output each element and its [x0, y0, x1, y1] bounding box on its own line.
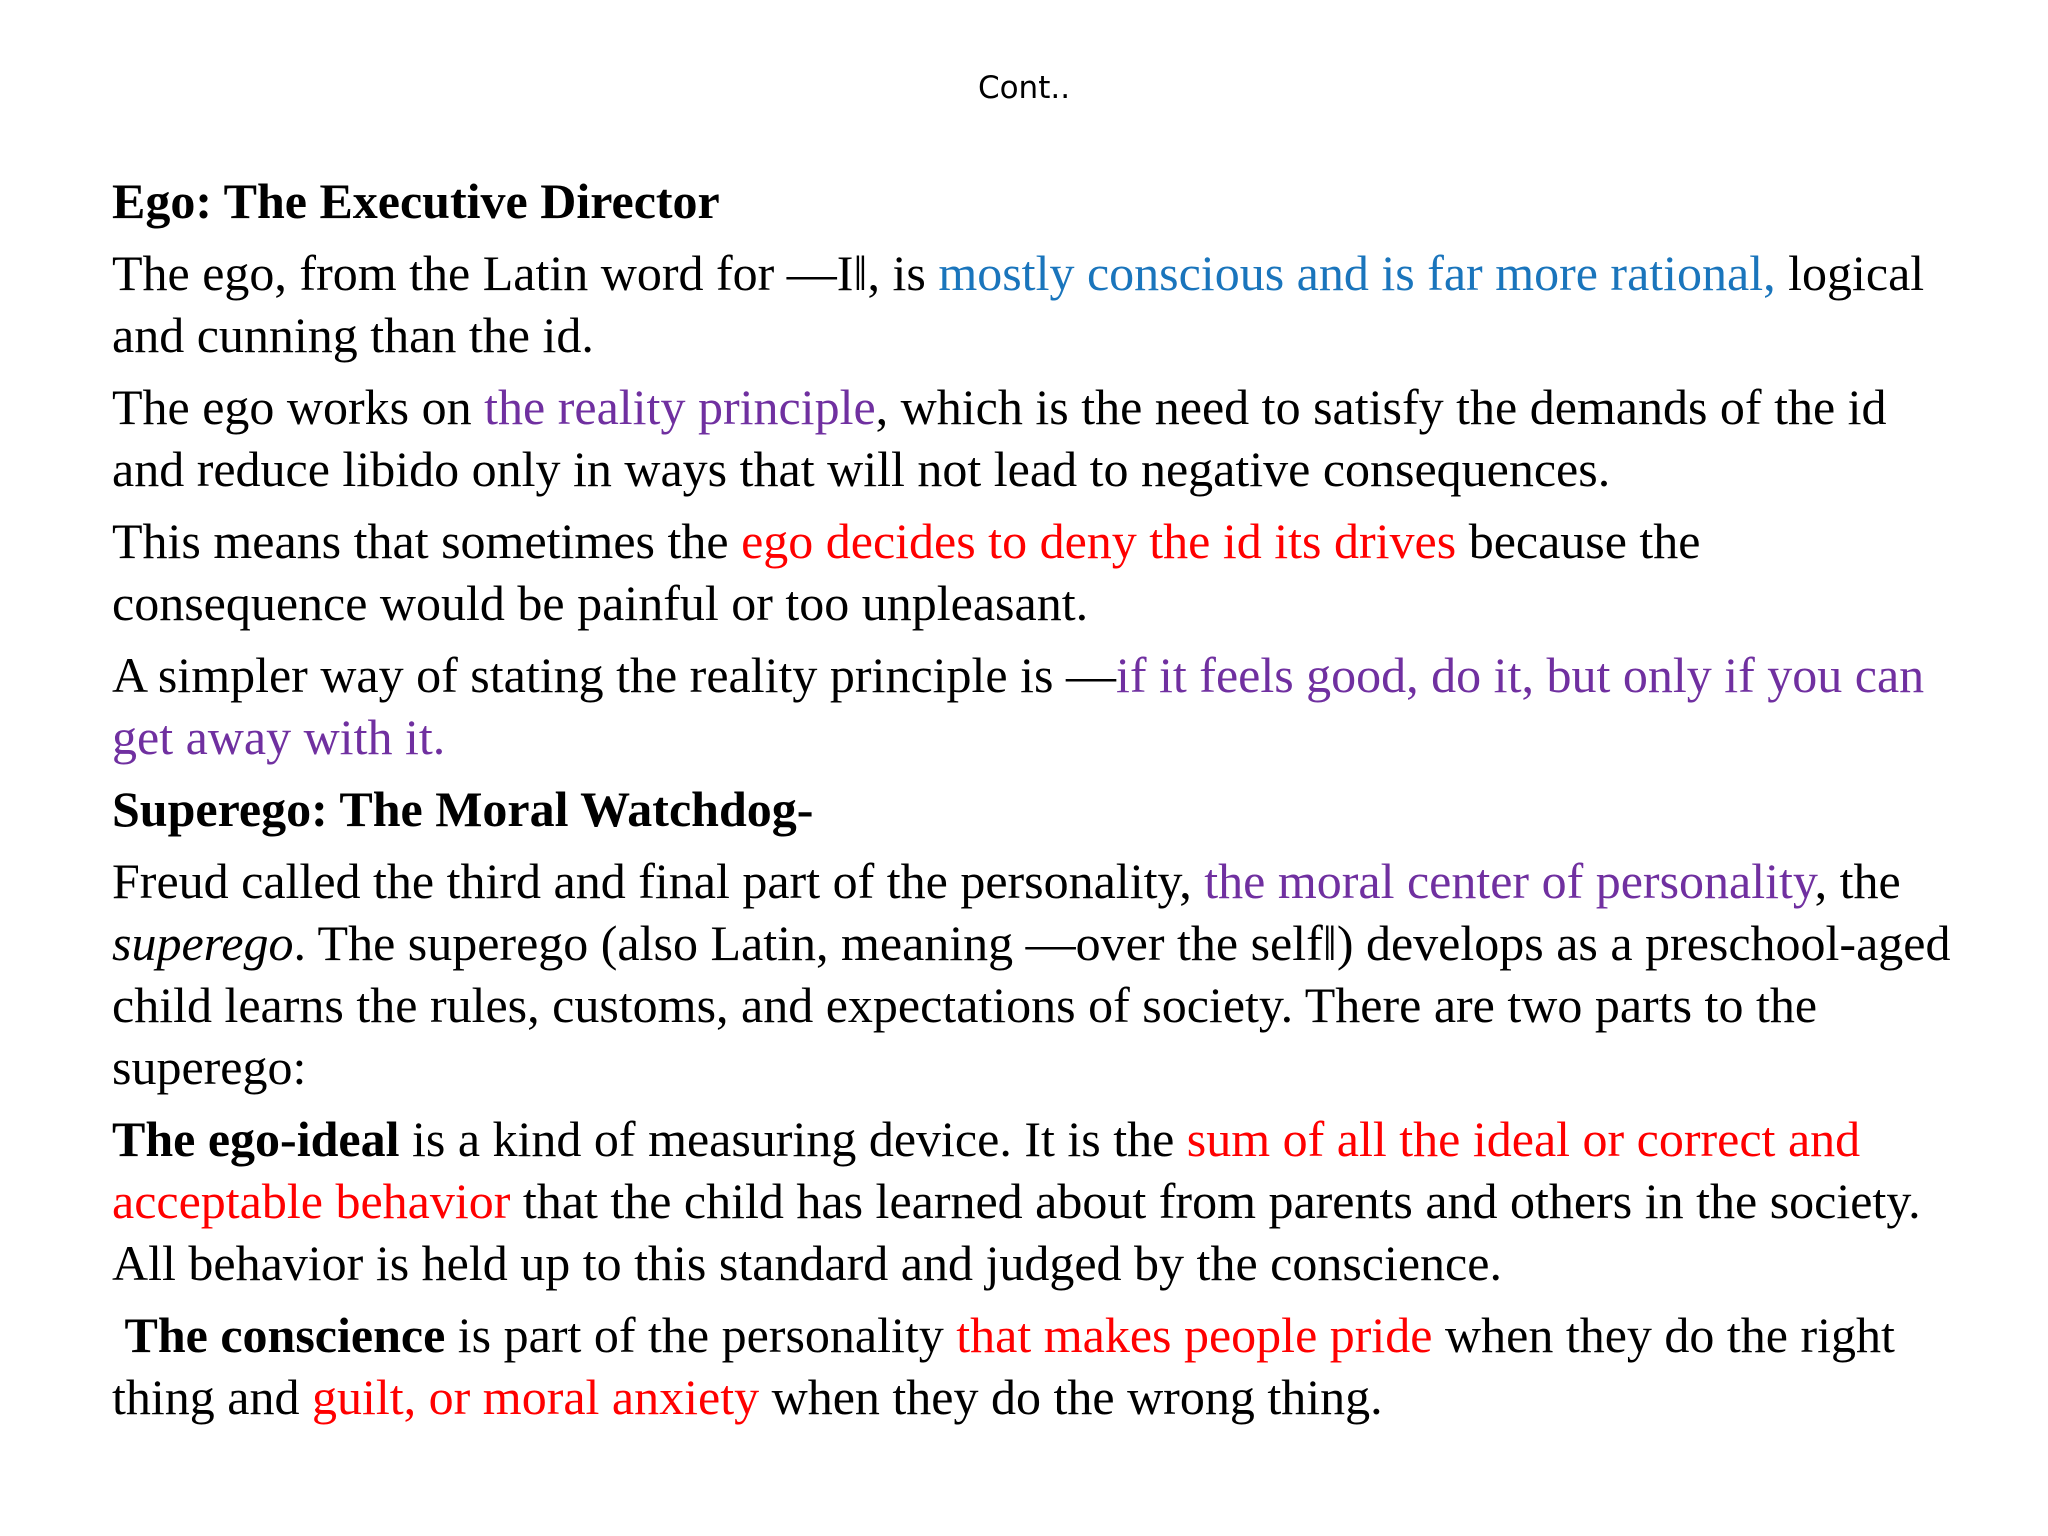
text-run: . The superego (also Latin, meaning —over the self‖) develops as a preschool-aged child learns the rules, customs, and expectations of society. There are two parts to the superego: [112, 915, 1951, 1095]
slide-title: Cont.. [977, 70, 1071, 106]
text-run: The ego, from the Latin word for —I‖, is [112, 245, 939, 301]
text-run: logical and cunning than the id. [112, 245, 1925, 363]
italic-term: superego [112, 915, 294, 971]
superego-heading: Superego: The Moral Watchdog- [112, 781, 814, 837]
reality-principle-paragraph [112, 376, 1952, 500]
text-run: because the consequence would be painful or too unpleasant. [112, 513, 1701, 631]
text-run: The ego works on [112, 379, 485, 435]
text-run: , the [1814, 853, 1901, 909]
highlighted-text: mostly conscious and is far more rational, [938, 245, 1776, 301]
highlighted-text: ego decides to deny the id its drives [741, 513, 1457, 569]
text-run: when they do the right thing and [112, 1307, 1895, 1425]
text-run: , which is the need to satisfy the demands of the id and reduce libido only in ways that will not lead to negative consequences. [112, 379, 1887, 497]
slide-body [112, 170, 1952, 1438]
highlighted-text: that makes people pride [956, 1307, 1433, 1363]
text-run: is a kind of measuring device. It is the [399, 1111, 1187, 1167]
text-run: when they do the wrong thing. [759, 1369, 1383, 1425]
text-run: is part of the personality [445, 1307, 957, 1363]
text-run: A simpler way of stating the reality principle is — [112, 647, 1116, 703]
highlighted-text: the moral center of personality [1204, 853, 1815, 909]
highlighted-text: guilt, or moral anxiety [311, 1369, 760, 1425]
ego-definition-paragraph [112, 242, 1952, 366]
conscience-paragraph [112, 1304, 1952, 1428]
ego-ideal-paragraph [112, 1108, 1952, 1294]
simpler-statement-paragraph [112, 644, 1952, 768]
text-run: This means that sometimes the [112, 513, 742, 569]
ego-heading: Ego: The Executive Director [112, 173, 720, 229]
superego-definition-paragraph [112, 850, 1952, 1098]
highlighted-text: sum of all the ideal or correct and acceptable behavior [112, 1111, 1861, 1229]
highlighted-text: the reality principle [484, 379, 876, 435]
text-run: Freud called the third and final part of the personality, [112, 853, 1205, 909]
bold-term: The ego-ideal [112, 1111, 400, 1167]
bold-term: The conscience [124, 1307, 446, 1363]
highlighted-text: if it feels good, do it, but only if you can get away with it. [112, 647, 1925, 765]
text-run: that the child has learned about from parents and others in the society. All behavior is held up to this standard and judged by the conscience. [112, 1173, 1921, 1291]
deny-drives-paragraph [112, 510, 1952, 634]
